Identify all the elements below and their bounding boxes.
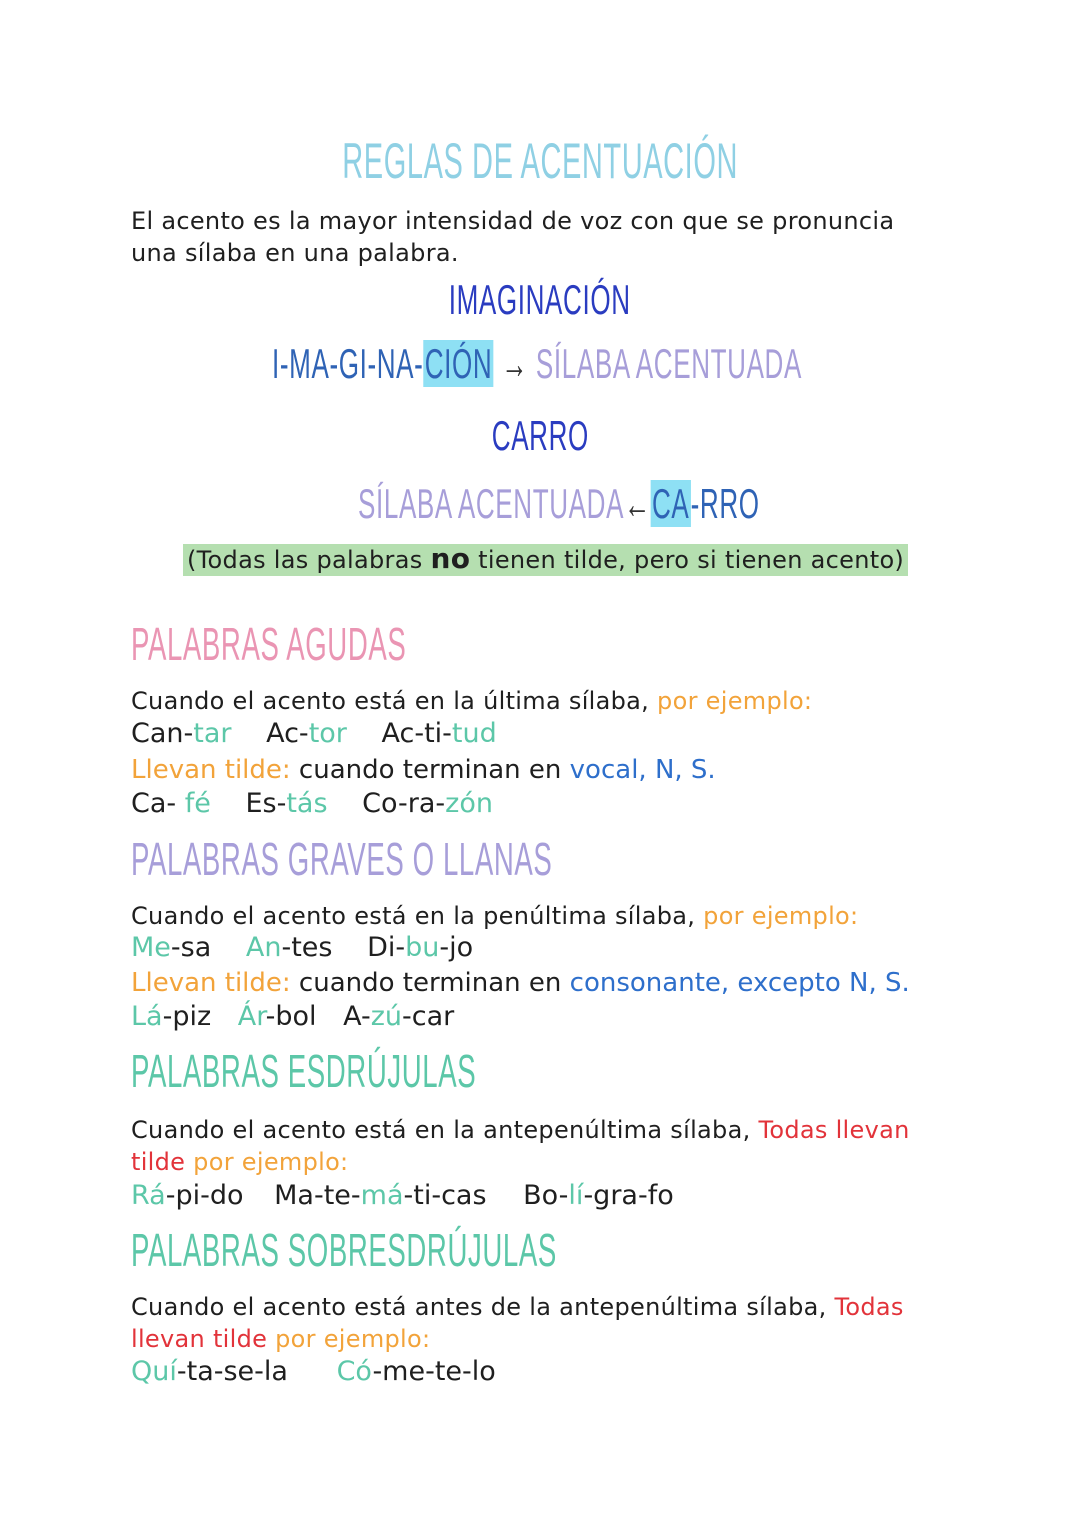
example1-word: IMAGINACIÓN [449, 276, 631, 323]
example-word: Quí-ta-se-la [131, 1356, 288, 1387]
example2-syllables-suffix: -RRO [690, 480, 760, 527]
example-word: Lá-piz [131, 1001, 212, 1032]
example-word: Di-bu-jo [367, 932, 474, 963]
title-wrap [0, 132, 1080, 190]
example-word: Me-sa [131, 932, 212, 963]
example-word: Ca- fé [131, 788, 211, 819]
esdrujulas-heading-wrap [131, 1044, 706, 1098]
example-word: Ár-bol [237, 1001, 317, 1032]
example-word: Ac-tor [266, 718, 347, 749]
example2-syllables [358, 480, 1006, 528]
example1-syllables-prefix: I-MA-GI-NA- [272, 340, 424, 387]
note [183, 543, 908, 576]
example2-stressed-syllable: CA [651, 480, 690, 527]
esdrujulas-desc-line2: tilde por ejemplo: [131, 1148, 349, 1176]
example1-word-wrap [0, 276, 1080, 324]
intro-line-1: El acento es la mayor intensidad de voz con que se pronuncia [131, 207, 895, 235]
example-word: Bo-lí-gra-fo [523, 1180, 674, 1211]
example-word: Can-tar [131, 718, 232, 749]
example1-label: SÍLABA ACENTUADA [535, 340, 802, 387]
example1-stressed-syllable: CIÓN [424, 340, 493, 387]
example2-word: CARRO [491, 412, 589, 459]
esdrujulas-heading: PALABRAS ESDRÚJULAS [131, 1045, 477, 1097]
note-text-before: (Todas las palabras [187, 546, 431, 574]
graves-examples [131, 931, 473, 965]
sobresdrujulas-examples [131, 1355, 496, 1389]
agudas-heading: PALABRAS AGUDAS [131, 618, 407, 670]
note-emphasis: no [430, 542, 471, 575]
agudas-examples [131, 717, 497, 751]
example1-syllables [272, 340, 1080, 388]
sobresdrujulas-heading: PALABRAS SOBRESDRÚJULAS [131, 1224, 557, 1276]
graves-tilde-rule: Llevan tilde: cuando terminan en consonante, excepto N, S. [131, 968, 910, 998]
right-arrow-icon: → [501, 340, 529, 387]
intro-line-2: una sílaba en una palabra. [131, 239, 459, 267]
sobresdrujulas-heading-wrap [131, 1223, 841, 1277]
esdrujulas-desc-line1: Cuando el acento está en la antepenúltima sílaba, Todas llevan [131, 1116, 910, 1144]
example-word: An-tes [245, 932, 333, 963]
sobresdrujulas-desc-line1: Cuando el acento está antes de la antepenúltima sílaba, Todas [131, 1293, 904, 1321]
example-word: Có-me-te-lo [336, 1356, 496, 1387]
example-word: Rá-pi-do [131, 1180, 244, 1211]
example-word: Es-tás [245, 788, 328, 819]
example2-label: SÍLABA ACENTUADA [358, 480, 625, 527]
graves-heading: PALABRAS GRAVES O LLANAS [131, 833, 553, 885]
example-word: Ac-ti-tud [381, 718, 497, 749]
example-word: Ma-te-má-ti-cas [274, 1180, 487, 1211]
agudas-accented-examples [131, 787, 493, 821]
graves-desc: Cuando el acento está en la penúltima sílaba, por ejemplo: [131, 902, 859, 930]
esdrujulas-examples [131, 1179, 674, 1213]
note-text-after: tienen tilde, pero si tienen acento) [470, 546, 905, 574]
agudas-tilde-rule: Llevan tilde: cuando terminan en vocal, N, S. [131, 755, 716, 785]
sobresdrujulas-desc-line2: llevan tilde por ejemplo: [131, 1325, 431, 1353]
graves-accented-examples [131, 1000, 454, 1034]
graves-heading-wrap [131, 832, 833, 886]
left-arrow-icon: ← [624, 480, 651, 527]
example-word: Co-ra-zón [362, 788, 493, 819]
example-word: A-zú-car [343, 1001, 455, 1032]
example2-word-wrap [0, 412, 1080, 460]
agudas-desc: Cuando el acento está en la última sílaba, por ejemplo: [131, 687, 813, 715]
page-title: REGLAS DE ACENTUACIÓN [342, 133, 738, 189]
agudas-heading-wrap [131, 617, 590, 671]
